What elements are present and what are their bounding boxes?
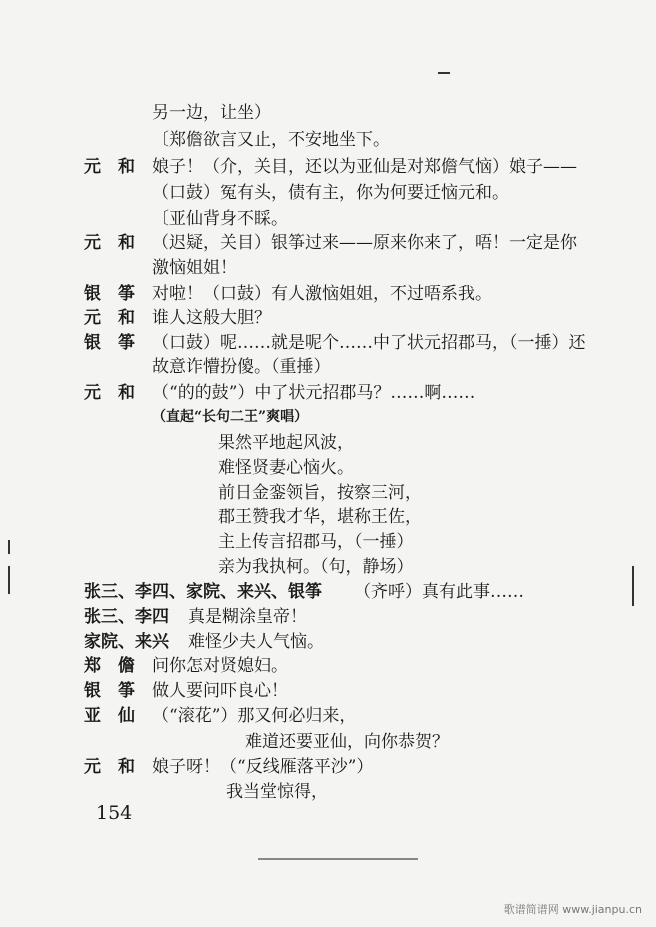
verse-line: 主上传言招郡马，（一捶） <box>218 532 414 552</box>
verse-line: 亲为我执柯。（句，静场） <box>218 557 414 577</box>
dialogue-text: （口鼓）冤有头，债有主，你为何要迁恼元和。 <box>152 183 509 203</box>
dialogue-text: 故意诈懵扮傻。（重捶） <box>152 357 331 377</box>
dialogue-text: （口鼓）呢……就是呢个……中了状元招郡马，（一捶）还 <box>152 333 586 353</box>
verse-line: 前日金銮领旨，按察三河， <box>218 483 422 503</box>
stage-direction: 〔亚仙背身不睬。 <box>152 209 288 229</box>
speaker-name: 元 和 <box>84 157 135 177</box>
dialogue-text: 谁人这般大胆？ <box>152 308 271 328</box>
scan-mark <box>8 566 10 594</box>
scan-mark <box>258 858 418 860</box>
speaker-name: 银 筝 <box>84 333 135 353</box>
verse-line: 难道还要亚仙，向你恭贺？ <box>245 732 449 752</box>
speaker-name: 银 筝 <box>84 284 135 304</box>
speaker-name: 元 和 <box>84 757 135 777</box>
speaker-name: 元 和 <box>84 308 135 328</box>
speaker-name: 郑 儋 <box>84 656 135 676</box>
stage-direction: 〔郑儋欲言又止，不安地坐下。 <box>152 130 390 150</box>
verse-line: 果然平地起风波， <box>218 433 354 453</box>
scan-mark <box>8 540 10 554</box>
dialogue-text: 难怪少夫人气恼。 <box>188 632 324 652</box>
dialogue-text: 娘子！（介，关目，还以为亚仙是对郑儋气恼）娘子—— <box>152 157 577 177</box>
dialogue-text: 对啦！（口鼓）有人激恼姐姐，不过唔系我。 <box>152 284 492 304</box>
speaker-name: 张三、李四、家院、来兴、银筝 <box>84 582 322 602</box>
scan-mark <box>438 72 450 74</box>
speaker-name: 张三、李四 <box>84 607 169 627</box>
verse-line: 郡王赞我才华，堪称王佐， <box>218 507 422 527</box>
speaker-name: 亚 仙 <box>84 706 135 726</box>
speaker-name: 元 和 <box>84 383 135 403</box>
dialogue-text: 问你怎对贤媳妇。 <box>152 656 288 676</box>
dialogue-text: 激恼姐姐！ <box>152 258 237 278</box>
dialogue-text: （“的的鼓”）中了状元招郡马？……啊…… <box>152 383 476 403</box>
speaker-name: 家院、来兴 <box>84 632 169 652</box>
stage-text: 另一边，让坐） <box>152 103 271 123</box>
page-number: 154 <box>96 802 133 824</box>
dialogue-text: （“滚花”）那又何必归来， <box>152 706 357 726</box>
dialogue-text: 真是糊涂皇帝！ <box>188 607 307 627</box>
stage-direction: （直起“长句二王”爽唱） <box>152 409 309 425</box>
verse-line: 难怪贤妻心恼火。 <box>218 458 354 478</box>
verse-line: 我当堂惊得， <box>226 782 328 802</box>
speaker-name: 银 筝 <box>84 681 135 701</box>
dialogue-text: （迟疑，关目）银筝过来——原来你来了，唔！一定是你 <box>152 233 577 253</box>
dialogue-text: （齐呼）真有此事…… <box>354 582 524 602</box>
speaker-name: 元 和 <box>84 233 135 253</box>
watermark: 歌谱简谱网 www.jianpu.cn <box>503 903 642 916</box>
dialogue-text: 娘子呀！（“反线雁落平沙”） <box>152 757 374 777</box>
dialogue-text: 做人要问吓良心！ <box>152 681 288 701</box>
scan-mark <box>632 566 634 606</box>
